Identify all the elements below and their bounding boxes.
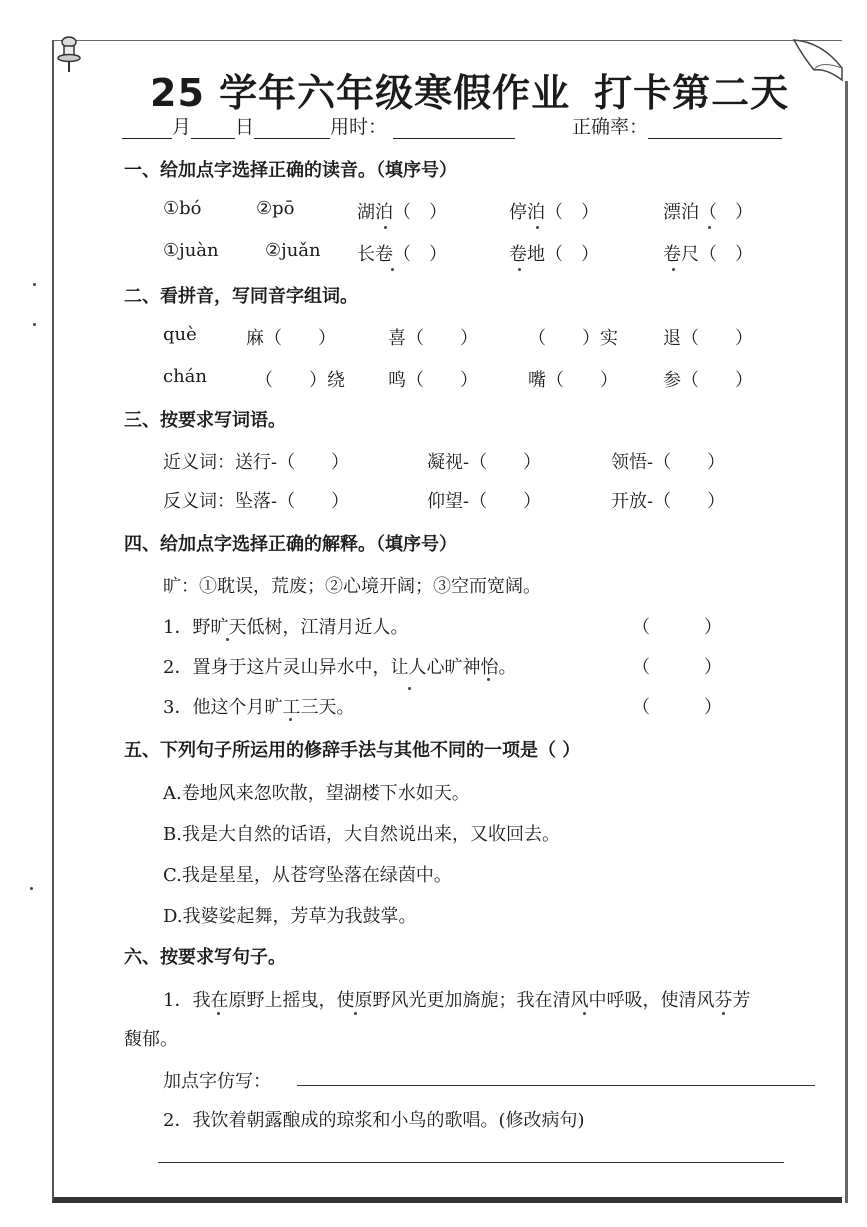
month-label: 月: [172, 116, 192, 138]
s3-synonym-3[interactable]: 领悟-（ ）: [611, 452, 726, 473]
emphasis-dot: [487, 678, 490, 681]
page-title: [150, 62, 789, 117]
s4-definition: 旷：①耽误，荒废；②心境开阔；③空而宽阔。: [163, 576, 541, 597]
accuracy-row: [572, 112, 782, 139]
s3-synonym-2[interactable]: 凝视-（ ）: [427, 452, 542, 473]
s1-item-hupo[interactable]: 湖泊（ ）: [357, 202, 447, 223]
scan-speck: [30, 887, 33, 890]
section-4-heading: 四、给加点字选择正确的解释。（填序号）: [124, 534, 457, 555]
emphasis-dot: [391, 268, 394, 271]
s1-option-4: ②juǎn: [265, 240, 321, 261]
accuracy-blank[interactable]: [648, 116, 782, 139]
s6-q1-line1: 1．我在原野上摇曳，使原野风光更加旖旎；我在清风中呼吸，使清风芬芳: [163, 990, 751, 1011]
title-main: 25 学年六年级寒假作业: [150, 71, 571, 115]
s6-imitate-label: 加点字仿写：: [163, 1071, 271, 1092]
emphasis-dot: [518, 268, 521, 271]
s5-option-d[interactable]: D.我婆娑起舞，芳草为我鼓掌。: [163, 906, 417, 927]
s2-pinyin-que: què: [163, 324, 197, 345]
s2-blank-7[interactable]: 嘴（ ）: [528, 370, 618, 391]
emphasis-dot: [384, 226, 387, 229]
s3-antonym-2[interactable]: 仰望-（ ）: [427, 491, 542, 512]
s1-item-juanchi[interactable]: 卷尺（ ）: [663, 244, 753, 265]
s6-q2-answer-line[interactable]: [158, 1162, 784, 1163]
emphasis-dot: [722, 1012, 725, 1015]
emphasis-dot: [583, 1012, 586, 1015]
time-label: 用时：: [330, 116, 388, 138]
day-label: 日: [235, 116, 255, 138]
page-curl-icon: [792, 38, 844, 82]
section-6-heading: 六、按要求写句子。: [124, 947, 286, 968]
scan-speck: [33, 323, 36, 326]
s1-item-changjuan[interactable]: 长卷（ ）: [357, 244, 447, 265]
emphasis-dot: [708, 226, 711, 229]
s6-q2: 2．我饮着朝露酿成的琼浆和小鸟的歌唱。(修改病句): [163, 1110, 585, 1131]
s1-item-juandi[interactable]: 卷地（ ）: [509, 244, 599, 265]
s3-antonym-3[interactable]: 开放-（ ）: [611, 491, 726, 512]
time-blank-left[interactable]: [254, 116, 330, 139]
s6-imitate-answer-line[interactable]: [297, 1085, 815, 1086]
emphasis-dot: [217, 1012, 220, 1015]
section-1-heading: 一、给加点字选择正确的读音。（填序号）: [124, 160, 457, 181]
emphasis-dot: [354, 1012, 357, 1015]
s2-blank-6[interactable]: 鸣（ ）: [388, 370, 478, 391]
pushpin-icon: [54, 34, 84, 74]
s1-item-tingbo[interactable]: 停泊（ ）: [509, 202, 599, 223]
scan-speck: [33, 283, 36, 286]
scan-speck: [408, 687, 411, 690]
s3-synonym-1[interactable]: 近义词：送行-（ ）: [163, 452, 350, 473]
date-row: [122, 112, 515, 139]
emphasis-dot: [226, 638, 229, 641]
title-day: 打卡第二天: [594, 71, 790, 115]
s2-blank-5[interactable]: （ ）绕: [255, 370, 345, 391]
s4-item-3: 3．他这个月旷工三天。: [163, 697, 355, 718]
emphasis-dot: [289, 718, 292, 721]
accuracy-label: 正确率：: [572, 116, 649, 138]
s4-answer-3[interactable]: （ ）: [632, 697, 722, 718]
s2-blank-2[interactable]: 喜（ ）: [388, 328, 478, 349]
s4-item-1: 1．野旷天低树，江清月近人。: [163, 617, 409, 638]
s2-blank-4[interactable]: 退（ ）: [663, 328, 753, 349]
s2-blank-3[interactable]: （ ）实: [528, 328, 618, 349]
s4-item-2: 2．置身于这片灵山异水中，让人心旷神怡。: [163, 657, 517, 678]
s6-q1-line2: 馥郁。: [124, 1029, 178, 1050]
s1-option-3: ①juàn: [163, 240, 219, 261]
emphasis-dot: [672, 268, 675, 271]
s1-option-2: ②pō: [256, 198, 295, 219]
s5-option-a[interactable]: A.卷地风来忽吹散，望湖楼下水如天。: [163, 783, 470, 804]
s1-item-piaobo[interactable]: 漂泊（ ）: [663, 202, 753, 223]
month-blank[interactable]: [122, 116, 172, 139]
s5-option-b[interactable]: B.我是大自然的话语，大自然说出来，又收回去。: [163, 824, 560, 845]
s4-answer-2[interactable]: （ ）: [632, 657, 722, 678]
s2-pinyin-chan: chán: [163, 366, 207, 387]
section-5-heading: 五、下列句子所运用的修辞手法与其他不同的一项是（ ）: [124, 740, 581, 761]
time-blank[interactable]: [393, 116, 515, 139]
s5-option-c[interactable]: C.我是星星，从苍穹坠落在绿茵中。: [163, 865, 452, 886]
s4-answer-1[interactable]: （ ）: [632, 617, 722, 638]
day-blank[interactable]: [191, 116, 235, 139]
s2-blank-8[interactable]: 参（ ）: [663, 370, 753, 391]
s1-option-1: ①bó: [163, 198, 202, 219]
s3-antonym-1[interactable]: 反义词：坠落-（ ）: [163, 491, 350, 512]
s2-blank-1[interactable]: 麻（ ）: [246, 328, 336, 349]
section-2-heading: 二、看拼音，写同音字组词。: [124, 286, 358, 307]
section-3-heading: 三、按要求写词语。: [124, 410, 286, 431]
emphasis-dot: [536, 226, 539, 229]
